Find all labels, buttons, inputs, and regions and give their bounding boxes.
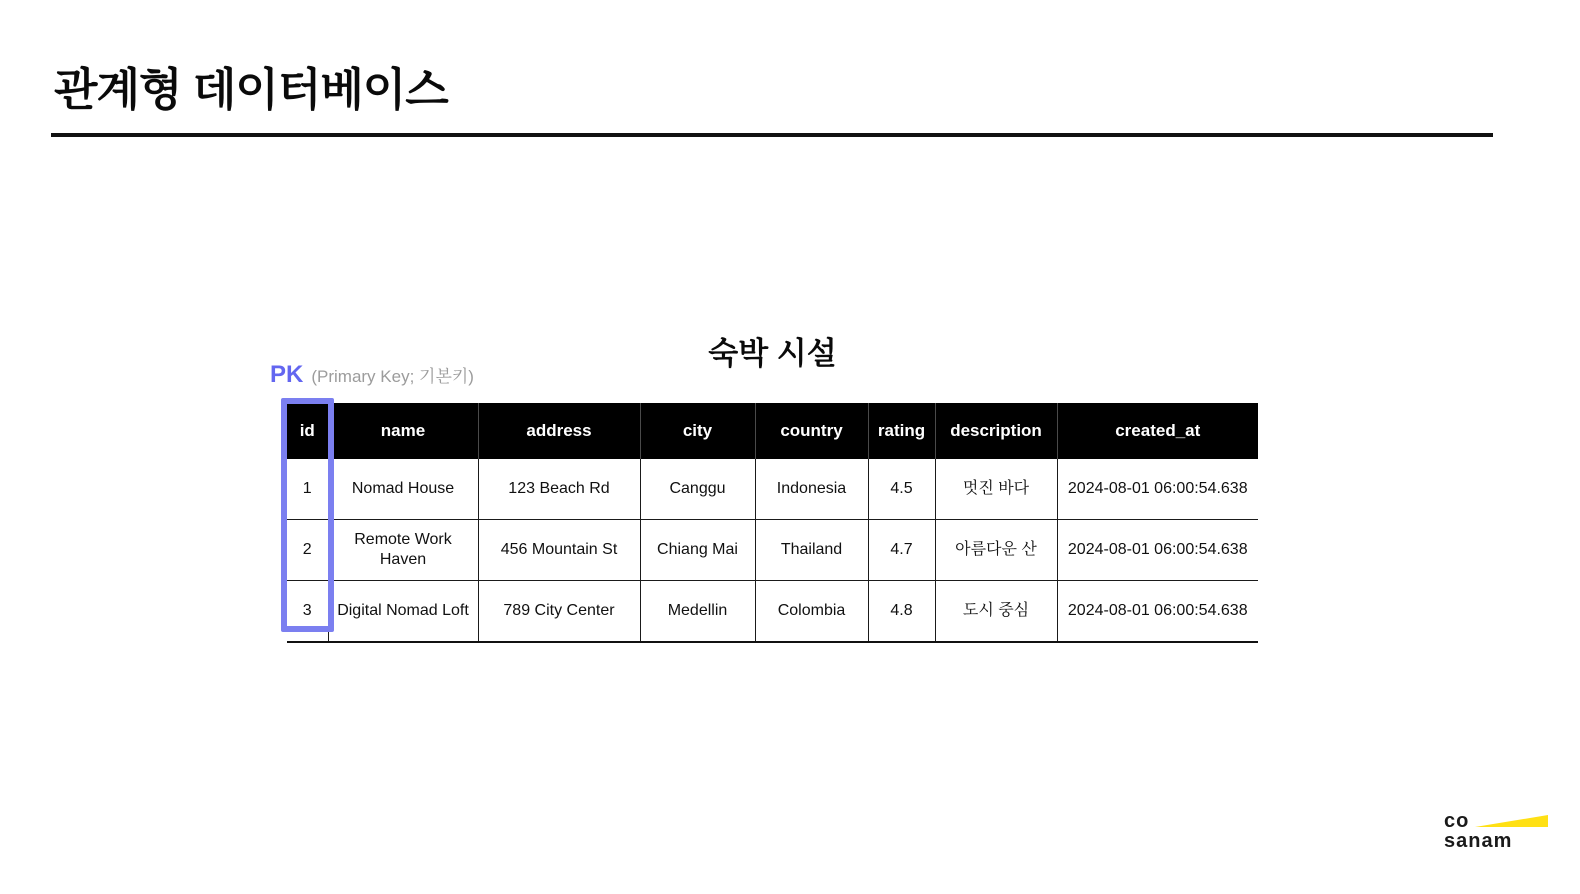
column-header-id: id <box>287 403 328 459</box>
cell-country: Indonesia <box>755 459 868 520</box>
cell-name: Digital Nomad Loft <box>328 581 478 643</box>
pk-description: (Primary Key; 기본키) <box>311 367 474 386</box>
cell-created_at: 2024-08-01 06:00:54.638 <box>1057 520 1258 581</box>
cell-city: Medellin <box>640 581 755 643</box>
cell-rating: 4.8 <box>868 581 935 643</box>
column-header-name: name <box>328 403 478 459</box>
cell-address: 789 City Center <box>478 581 640 643</box>
table-row <box>287 459 1258 520</box>
cell-country: Colombia <box>755 581 868 643</box>
logo-text-sanam: sanam <box>1444 830 1513 852</box>
cell-id: 2 <box>287 520 328 581</box>
logo-text-co: co <box>1444 810 1470 832</box>
table-row <box>287 520 1258 581</box>
column-header-rating: rating <box>868 403 935 459</box>
cell-description: 멋진 바다 <box>935 459 1057 520</box>
cell-country: Thailand <box>755 520 868 581</box>
cell-address: 123 Beach Rd <box>478 459 640 520</box>
table-title: 숙박 시설 <box>708 336 837 371</box>
cell-city: Chiang Mai <box>640 520 755 581</box>
column-header-city: city <box>640 403 755 459</box>
column-header-description: description <box>935 403 1057 459</box>
cosanam-logo <box>1444 810 1548 852</box>
accommodations-table <box>287 403 1258 643</box>
page-title: 관계형 데이터베이스 <box>54 64 448 115</box>
cell-name: Nomad House <box>328 459 478 520</box>
cell-rating: 4.5 <box>868 459 935 520</box>
cell-address: 456 Mountain St <box>478 520 640 581</box>
table-header-row <box>287 403 1258 459</box>
logo-wedge-icon <box>1475 815 1548 827</box>
table-header <box>287 403 1258 459</box>
cell-id: 1 <box>287 459 328 520</box>
cell-description: 도시 중심 <box>935 581 1057 643</box>
column-header-country: country <box>755 403 868 459</box>
cell-description: 아름다운 산 <box>935 520 1057 581</box>
cell-id: 3 <box>287 581 328 643</box>
cell-name: Remote Work Haven <box>328 520 478 581</box>
table-row <box>287 581 1258 643</box>
cell-city: Canggu <box>640 459 755 520</box>
title-underline <box>51 133 1493 137</box>
table-body <box>287 459 1258 642</box>
cell-created_at: 2024-08-01 06:00:54.638 <box>1057 581 1258 643</box>
column-header-address: address <box>478 403 640 459</box>
column-header-created_at: created_at <box>1057 403 1258 459</box>
logo-top-line <box>1444 810 1548 832</box>
cell-created_at: 2024-08-01 06:00:54.638 <box>1057 459 1258 520</box>
cell-rating: 4.7 <box>868 520 935 581</box>
pk-abbreviation: PK <box>270 361 304 388</box>
